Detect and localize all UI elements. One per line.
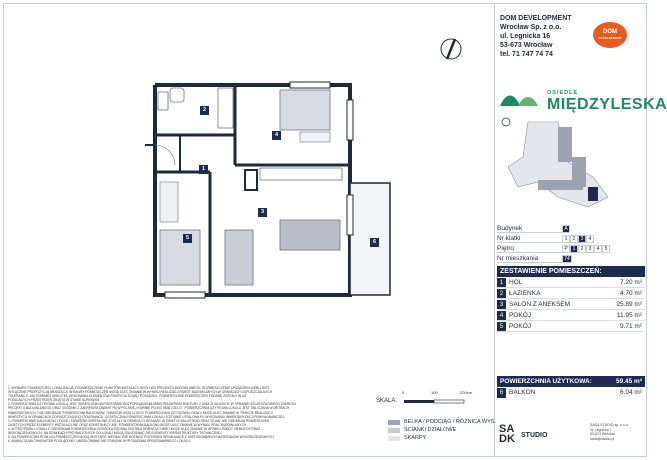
room-row xyxy=(497,278,645,288)
plan-label-2: 2 xyxy=(200,106,209,115)
note-line: 6. ANIMACJA MA CHARAKTER POGLĄDOWY. UMEBLOWANIE NIE STANOWI WYPOSAŻENIA SPRZEDAWANEGO LOKALU. xyxy=(8,439,191,444)
note-line: 3. POWIERZCHNIE BALKONÓW, LOGGII I TARASÓW OKREŚLONE ZOSTAŁY W OPARCIU O WYMIARY W ŚWIETLE BALUSTRAD ORAZ ŚCIAN. NIE OBEJMUJĄ POWIERZCHNI xyxy=(8,418,269,423)
note-line: WYKOŃCZENIOWYCH. NA DZIAŁKACH PRZYNALEŻNYCH DO LOKALI MOGĄ ZNAJDOWAĆ SIĘ ELEMENTY INFRASTRUKTURY TECHNICZNEJ. xyxy=(8,431,223,436)
studio-word: STUDIO xyxy=(521,432,548,439)
studio-mark: SA DK xyxy=(499,423,515,445)
floor-plan xyxy=(140,60,410,320)
room-row xyxy=(497,289,645,299)
floor-cell: 1 xyxy=(570,245,578,253)
note-line: TOLERANCJI, JAK RÓWNIEŻ WSKUTEK WYKONANIA ELEMENTÓW POKRYCIA ŚCIAN I POSADZEK. POWIERZCHNIE POMIESZCZEŃ PODANE ZOSTAŁY W M2 xyxy=(8,394,247,399)
room-name: ŁAZIENKA xyxy=(509,290,541,297)
logo-text-top: DOM xyxy=(603,29,617,35)
room-row xyxy=(497,300,645,310)
room-number: 2 xyxy=(497,289,506,298)
legend-label: SKARPY xyxy=(404,435,427,441)
room-number: 3 xyxy=(497,300,506,309)
floor-label: Piętro xyxy=(497,244,562,253)
scale-tick-1: 100 xyxy=(431,390,438,395)
floor-cell: 3 xyxy=(586,245,594,253)
floor-cell: 5 xyxy=(602,245,610,253)
room-area: 25.89 m² xyxy=(616,301,642,308)
floor-cell: P xyxy=(562,245,570,253)
legend-label: ŚCIANKI DZIAŁOWE xyxy=(404,427,457,433)
room-number: 1 xyxy=(497,278,506,287)
estate-subtitle: OSIEDLE xyxy=(547,90,579,96)
note-line: 5. NA POWIERZCHNI PODŁOGI POMIESZCZEŃ MOGĄ WYSTĄPIĆ NIEZNACZNE RÓŻNICE POZIOMÓW WYNIKAJĄCE Z ZASTOSOWANYCH MATERIAŁÓW WYKOŃCZENIOWYCH. xyxy=(8,435,275,440)
logo-text-bottom: DEVELOPMENT xyxy=(598,36,622,40)
legal-notes xyxy=(8,386,370,443)
room-name: POKÓJ xyxy=(509,312,532,319)
estate-leaf-icon xyxy=(498,88,542,110)
floor-row xyxy=(497,244,610,253)
room-area: 4.70 m² xyxy=(619,290,642,297)
note-line: WYŁĄCZNIE PROPOZYCJĄ ARANŻACJI. WYMIARY POMIESZCZEŃ MOGĄ ULEC ZMIANIE W WYNIKU REALIZACJI ROBÓT BUDOWLANYCH W GRANICACH DOPUSZCZALNYCH xyxy=(8,390,273,395)
plan-label-1: 1 xyxy=(199,165,208,174)
note-line: PROJEKTU BUDOWLANEGO ORAZ ZGODNIE Z ZAKRESEM ZAWARTYM W POLSKIEJ NORMIE PN-ISO 9836:2022-07. POWIERZCHNIA UŻYTKOWA LOKALU JEST OBLICZANA W METRACH xyxy=(8,406,290,411)
plan-label-5: 5 xyxy=(183,234,192,243)
studio-address-line: 53-673 Wrocław xyxy=(590,432,616,436)
studio-address xyxy=(590,423,629,441)
balcony-name: BALKON xyxy=(509,389,536,396)
compass-icon xyxy=(438,36,464,62)
plan-label-3: 3 xyxy=(258,208,267,217)
legend-swatch xyxy=(388,428,400,433)
legend-item xyxy=(388,418,496,426)
apartment-row xyxy=(497,254,610,263)
location-table xyxy=(497,224,610,264)
balcony-area: 6.04 m² xyxy=(619,389,642,396)
legend-item xyxy=(388,434,496,442)
estate-name: MIĘDZYLESKA xyxy=(547,96,667,113)
developer-line: 53-673 Wrocław xyxy=(500,42,553,49)
plan-label-6: 6 xyxy=(370,238,379,247)
legend-swatch xyxy=(388,420,400,425)
note-line: KWADRATOWYCH I NIE OBEJMUJE POWIERZCHNI BALKONÓW, TARASÓW ORAZ LOGGII. POWIERZCHNIA UŻYTKOWA LOKALU MOŻE ULEC ZMIANIE W TRAKCIE REALIZACJI xyxy=(8,410,273,415)
site-key-map xyxy=(498,112,640,212)
legend-item xyxy=(388,426,496,434)
stair-label: Nr klatki xyxy=(497,234,562,243)
building-label: Budynek xyxy=(497,224,562,233)
note-line: INWESTYCJI W GRANICACH DOPUSZCZALNYCH TOLERANCJI. OSTATECZNA POWIERZCHNIA LOKALU ZOSTANIE USTALONA PO WYKONANIU INWENTARYZACJI POWYKONAWCZEJ. xyxy=(8,414,285,419)
building-row xyxy=(497,224,610,233)
total-value: 59.45 m² xyxy=(615,378,642,385)
room-name: HOL xyxy=(509,279,523,286)
scale-label: SKALA: xyxy=(376,398,398,404)
room-name: SALON Z ANEKSEM xyxy=(509,301,571,308)
rooms-title: ZESTAWIENIE POMIESZCZEŃ: xyxy=(497,266,645,277)
apartment-cell: 74 xyxy=(562,255,572,263)
room-row xyxy=(497,311,645,321)
note-line: 4. W PRZYPADKU LOKALI Z OGRÓDKAMI POWIERZCHNIA OGRÓDKA PODANA ZOSTAŁA ORIENTACYJNIE I MOŻE ULEC ZMIANIE W WYNIKU ROBÓT ZIEMNYCH ORAZ xyxy=(8,426,261,431)
sidebar-divider xyxy=(494,3,495,457)
stair-cell: 3 xyxy=(578,235,586,243)
scale-tick-2: 200cm xyxy=(460,390,473,395)
room-area: 11.95 m² xyxy=(616,312,642,319)
developer-info xyxy=(500,14,572,59)
room-area: 9.71 m² xyxy=(619,323,642,330)
studio-address-line: ul. Legnicka 7 xyxy=(590,427,612,432)
scale-tick-0: 0 xyxy=(402,390,405,395)
apartment-label: Nr mieszkania xyxy=(497,254,562,263)
floor-cell: 2 xyxy=(578,245,586,253)
studio-address-line: sada@studio.pl xyxy=(590,436,615,441)
total-label: POWIERZCHNIA UŻYTKOWA: xyxy=(500,378,592,385)
developer-logo xyxy=(593,22,627,48)
stair-row xyxy=(497,234,610,243)
room-name: POKÓJ xyxy=(509,323,532,330)
building-cell: A xyxy=(562,225,570,233)
note-line: PODAJĄCYCH PRZESTRZEŃ OBJĘTĄ W STANIE SUROWYM. xyxy=(8,398,101,403)
balcony-row xyxy=(497,388,645,398)
note-line: ZAJĘTYCH PRZEZ ELEMENTY INSTALACYJNE ORAZ KONSTRUKCYJNE. POWIERZCHNIA BALKONU MOŻE ULEC ZMIANIE W WYNIKU PRAC BUDOWLANYCH. xyxy=(8,422,247,427)
plan-label-4: 4 xyxy=(272,131,281,140)
usable-area-total xyxy=(497,376,645,387)
stair-cell: 1 xyxy=(562,235,570,243)
developer-line: ul. Legnicka 16 xyxy=(500,33,551,40)
developer-line: tel. 71 747 74 74 xyxy=(500,51,553,58)
legend-swatch xyxy=(388,436,400,441)
stair-cell: 4 xyxy=(586,235,594,243)
floor-cell: 4 xyxy=(594,245,602,253)
balcony-number: 6 xyxy=(497,388,506,398)
note-line: 1. WYMIARY POMIESZCZEŃ, LOKALIZACJA, ROZMIESZCZENIE PUNKTÓW INSTALACYJNYCH WG PROJEKTU BUDOWLANEGO. ROZMIESZCZENIE URZĄDZEŃ I MEBLI JEST xyxy=(8,386,270,390)
note-line: 2. POWIERZCHNIA UŻYTKOWA LOKALU JEST OKREŚLONA NA PODSTAWIE ROZPORZĄDZENIA MINISTRA INFRASTRUKTURY Z DNIA 11.08.2020 R. W SPRAWIE SZCZEGÓŁOWEGO ZAKRESU xyxy=(8,402,296,407)
studio-address-line: SADA STUDIO sp. z o.o. xyxy=(590,423,629,427)
legend-label: BELKA / PODCIĄG / RÓŻNICA WYS. xyxy=(404,419,496,425)
room-number: 4 xyxy=(497,311,506,320)
developer-line: Wrocław Sp. z o.o. xyxy=(500,24,562,31)
room-area: 7.20 m² xyxy=(619,279,642,286)
developer-line: DOM DEVELOPMENT xyxy=(500,15,572,22)
stair-cell: 2 xyxy=(570,235,578,243)
legend xyxy=(388,418,496,442)
room-row xyxy=(497,322,645,332)
room-number: 5 xyxy=(497,322,506,331)
